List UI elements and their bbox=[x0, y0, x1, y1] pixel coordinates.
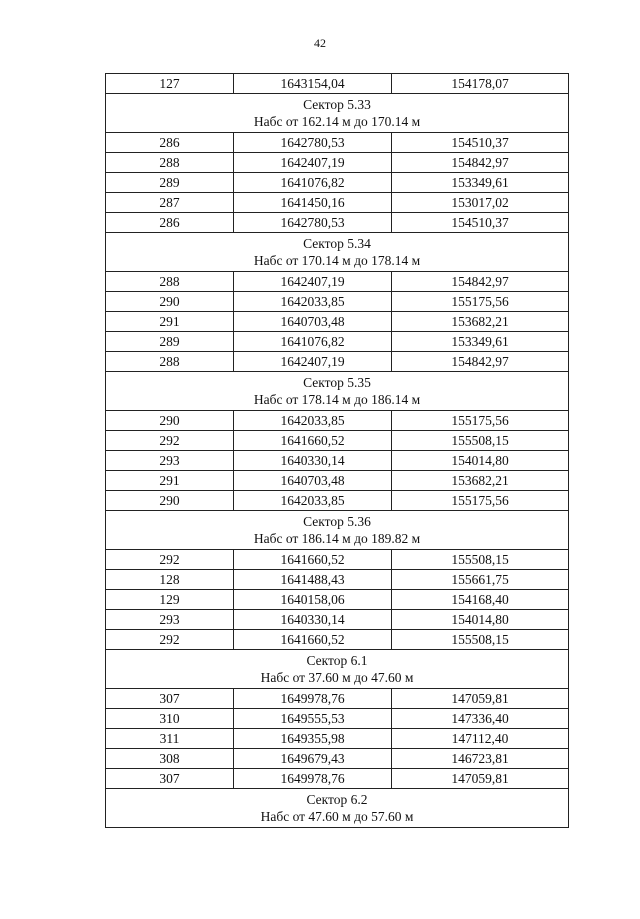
point-number-cell: 290 bbox=[106, 491, 234, 511]
point-row bbox=[106, 491, 569, 511]
point-number-cell: 288 bbox=[106, 352, 234, 372]
point-row bbox=[106, 133, 569, 153]
y-coordinate-cell: 147112,40 bbox=[392, 729, 569, 749]
sector-header-cell bbox=[106, 94, 569, 133]
x-coordinate-cell: 1640330,14 bbox=[234, 610, 392, 630]
point-row bbox=[106, 451, 569, 471]
sector-title: Сектор 5.35 bbox=[303, 375, 371, 390]
y-coordinate-cell: 155508,15 bbox=[392, 550, 569, 570]
point-row bbox=[106, 312, 569, 332]
point-number-cell: 292 bbox=[106, 550, 234, 570]
sector-header-cell bbox=[106, 511, 569, 550]
x-coordinate-cell: 1642407,19 bbox=[234, 153, 392, 173]
x-coordinate-cell: 1641076,82 bbox=[234, 332, 392, 352]
x-coordinate-cell: 1641660,52 bbox=[234, 431, 392, 451]
point-row bbox=[106, 570, 569, 590]
point-row bbox=[106, 74, 569, 94]
point-row bbox=[106, 769, 569, 789]
point-number-cell: 127 bbox=[106, 74, 234, 94]
x-coordinate-cell: 1641450,16 bbox=[234, 193, 392, 213]
point-number-cell: 311 bbox=[106, 729, 234, 749]
x-coordinate-cell: 1649978,76 bbox=[234, 689, 392, 709]
point-number-cell: 289 bbox=[106, 173, 234, 193]
point-row bbox=[106, 689, 569, 709]
y-coordinate-cell: 155175,56 bbox=[392, 411, 569, 431]
y-coordinate-cell: 153682,21 bbox=[392, 312, 569, 332]
point-number-cell: 293 bbox=[106, 610, 234, 630]
sector-header-cell bbox=[106, 233, 569, 272]
y-coordinate-cell: 154842,97 bbox=[392, 153, 569, 173]
y-coordinate-cell: 155508,15 bbox=[392, 431, 569, 451]
point-row bbox=[106, 749, 569, 769]
y-coordinate-cell: 154842,97 bbox=[392, 272, 569, 292]
point-row bbox=[106, 272, 569, 292]
point-row bbox=[106, 729, 569, 749]
y-coordinate-cell: 153682,21 bbox=[392, 471, 569, 491]
point-number-cell: 307 bbox=[106, 769, 234, 789]
sector-header-row bbox=[106, 789, 569, 828]
point-row bbox=[106, 610, 569, 630]
sector-header-row bbox=[106, 94, 569, 133]
sector-title: Сектор 6.2 bbox=[306, 792, 368, 807]
y-coordinate-cell: 153017,02 bbox=[392, 193, 569, 213]
x-coordinate-cell: 1642033,85 bbox=[234, 411, 392, 431]
x-coordinate-cell: 1642033,85 bbox=[234, 491, 392, 511]
point-row bbox=[106, 173, 569, 193]
sector-height-range: Набс от 37.60 м до 47.60 м bbox=[260, 670, 414, 685]
point-number-cell: 128 bbox=[106, 570, 234, 590]
sector-header-row bbox=[106, 372, 569, 411]
point-row bbox=[106, 630, 569, 650]
point-row bbox=[106, 193, 569, 213]
x-coordinate-cell: 1641660,52 bbox=[234, 630, 392, 650]
point-row bbox=[106, 550, 569, 570]
x-coordinate-cell: 1642780,53 bbox=[234, 133, 392, 153]
y-coordinate-cell: 147059,81 bbox=[392, 689, 569, 709]
point-row bbox=[106, 411, 569, 431]
y-coordinate-cell: 153349,61 bbox=[392, 173, 569, 193]
sector-title: Сектор 5.34 bbox=[303, 236, 371, 251]
sector-title: Сектор 5.33 bbox=[303, 97, 371, 112]
coordinates-table bbox=[105, 73, 569, 828]
y-coordinate-cell: 154178,07 bbox=[392, 74, 569, 94]
sector-header-row bbox=[106, 233, 569, 272]
point-number-cell: 307 bbox=[106, 689, 234, 709]
point-number-cell: 290 bbox=[106, 292, 234, 312]
point-row bbox=[106, 352, 569, 372]
sector-header-cell bbox=[106, 650, 569, 689]
x-coordinate-cell: 1640330,14 bbox=[234, 451, 392, 471]
point-row bbox=[106, 471, 569, 491]
x-coordinate-cell: 1642407,19 bbox=[234, 352, 392, 372]
sector-height-range: Набс от 47.60 м до 57.60 м bbox=[260, 809, 414, 824]
coordinates-table-body bbox=[106, 74, 569, 828]
x-coordinate-cell: 1641488,43 bbox=[234, 570, 392, 590]
sector-title: Сектор 6.1 bbox=[306, 653, 368, 668]
y-coordinate-cell: 146723,81 bbox=[392, 749, 569, 769]
point-row bbox=[106, 431, 569, 451]
point-number-cell: 292 bbox=[106, 431, 234, 451]
point-number-cell: 291 bbox=[106, 471, 234, 491]
y-coordinate-cell: 155175,56 bbox=[392, 292, 569, 312]
point-number-cell: 291 bbox=[106, 312, 234, 332]
point-row bbox=[106, 213, 569, 233]
x-coordinate-cell: 1649978,76 bbox=[234, 769, 392, 789]
point-row bbox=[106, 153, 569, 173]
sector-header-cell bbox=[106, 789, 569, 828]
point-number-cell: 293 bbox=[106, 451, 234, 471]
y-coordinate-cell: 154014,80 bbox=[392, 451, 569, 471]
x-coordinate-cell: 1642780,53 bbox=[234, 213, 392, 233]
point-number-cell: 290 bbox=[106, 411, 234, 431]
point-row bbox=[106, 332, 569, 352]
point-number-cell: 308 bbox=[106, 749, 234, 769]
x-coordinate-cell: 1643154,04 bbox=[234, 74, 392, 94]
sector-height-range: Набс от 178.14 м до 186.14 м bbox=[253, 392, 421, 407]
point-number-cell: 287 bbox=[106, 193, 234, 213]
x-coordinate-cell: 1640703,48 bbox=[234, 471, 392, 491]
x-coordinate-cell: 1640158,06 bbox=[234, 590, 392, 610]
point-row bbox=[106, 292, 569, 312]
x-coordinate-cell: 1649355,98 bbox=[234, 729, 392, 749]
sector-header-row bbox=[106, 650, 569, 689]
sector-title: Сектор 5.36 bbox=[303, 514, 371, 529]
point-number-cell: 292 bbox=[106, 630, 234, 650]
point-row bbox=[106, 590, 569, 610]
sector-height-range: Набс от 170.14 м до 178.14 м bbox=[253, 253, 421, 268]
point-number-cell: 286 bbox=[106, 133, 234, 153]
y-coordinate-cell: 154014,80 bbox=[392, 610, 569, 630]
y-coordinate-cell: 155661,75 bbox=[392, 570, 569, 590]
x-coordinate-cell: 1640703,48 bbox=[234, 312, 392, 332]
sector-header-row bbox=[106, 511, 569, 550]
sector-height-range: Набс от 162.14 м до 170.14 м bbox=[253, 114, 421, 129]
x-coordinate-cell: 1641076,82 bbox=[234, 173, 392, 193]
y-coordinate-cell: 147059,81 bbox=[392, 769, 569, 789]
page-number: 42 bbox=[314, 36, 326, 50]
x-coordinate-cell: 1641660,52 bbox=[234, 550, 392, 570]
point-number-cell: 288 bbox=[106, 272, 234, 292]
x-coordinate-cell: 1649555,53 bbox=[234, 709, 392, 729]
x-coordinate-cell: 1642033,85 bbox=[234, 292, 392, 312]
sector-header-cell bbox=[106, 372, 569, 411]
point-number-cell: 129 bbox=[106, 590, 234, 610]
y-coordinate-cell: 154842,97 bbox=[392, 352, 569, 372]
sector-height-range: Набс от 186.14 м до 189.82 м bbox=[253, 531, 421, 546]
y-coordinate-cell: 153349,61 bbox=[392, 332, 569, 352]
point-number-cell: 286 bbox=[106, 213, 234, 233]
point-number-cell: 289 bbox=[106, 332, 234, 352]
x-coordinate-cell: 1642407,19 bbox=[234, 272, 392, 292]
point-row bbox=[106, 709, 569, 729]
y-coordinate-cell: 155508,15 bbox=[392, 630, 569, 650]
y-coordinate-cell: 155175,56 bbox=[392, 491, 569, 511]
y-coordinate-cell: 147336,40 bbox=[392, 709, 569, 729]
y-coordinate-cell: 154510,37 bbox=[392, 133, 569, 153]
y-coordinate-cell: 154168,40 bbox=[392, 590, 569, 610]
x-coordinate-cell: 1649679,43 bbox=[234, 749, 392, 769]
y-coordinate-cell: 154510,37 bbox=[392, 213, 569, 233]
point-number-cell: 288 bbox=[106, 153, 234, 173]
point-number-cell: 310 bbox=[106, 709, 234, 729]
